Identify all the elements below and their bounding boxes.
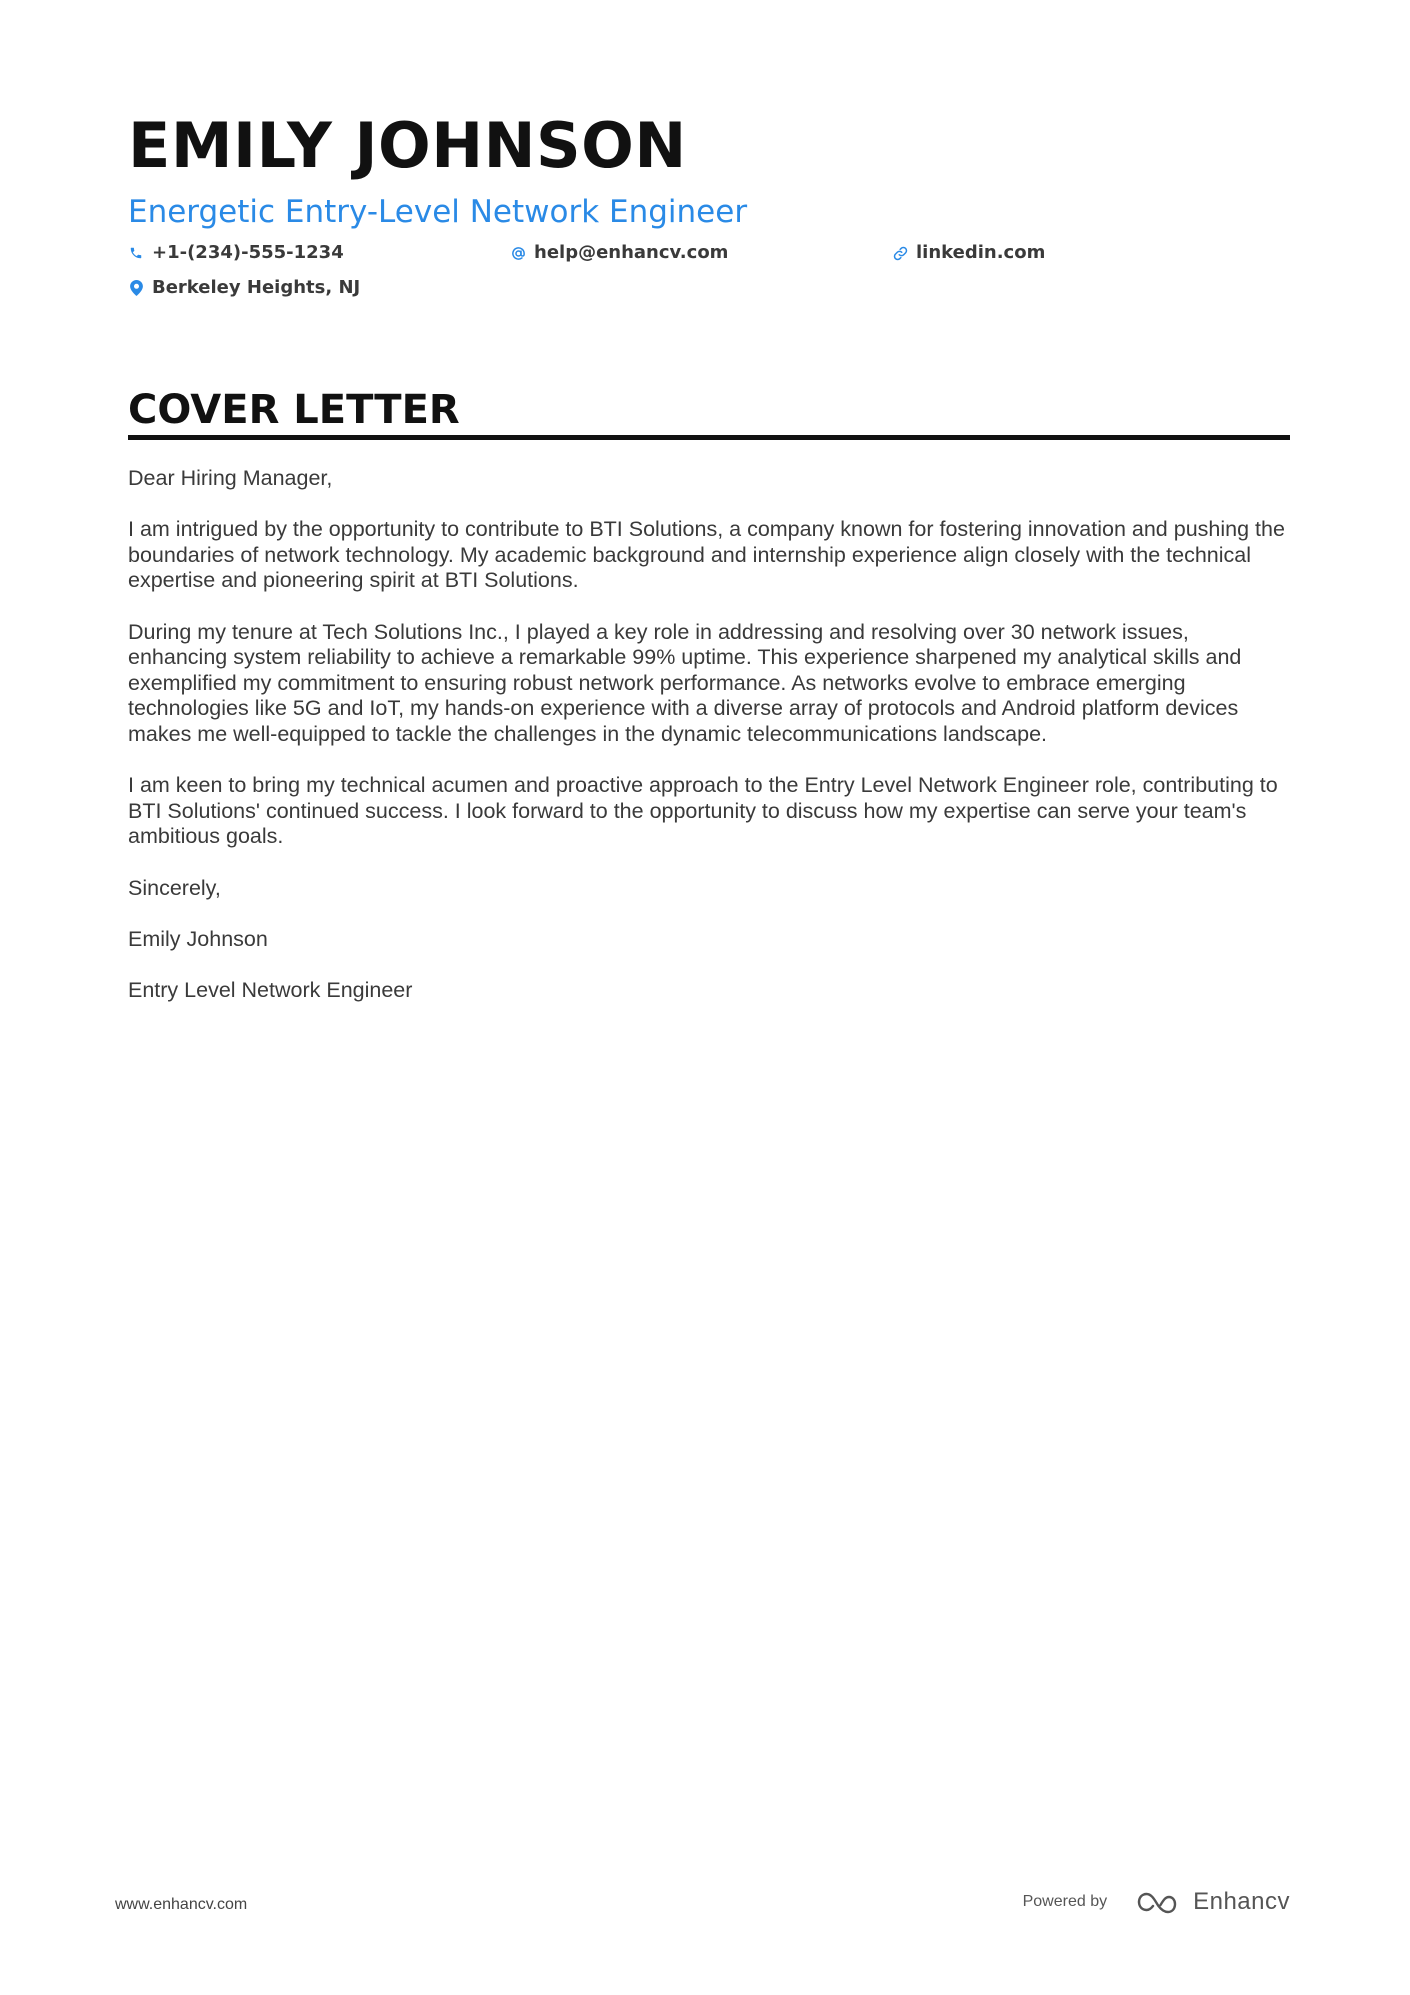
section-title: COVER LETTER [128, 387, 460, 433]
brand-name: Enhancv [1193, 1888, 1290, 1915]
contact-email[interactable] [510, 241, 728, 265]
email-value: help@enhancv.com [534, 242, 729, 263]
letter-body [128, 466, 1290, 1029]
candidate-name: EMILY JOHNSON [128, 109, 687, 182]
letter-paragraph: I am keen to bring my technical acumen and proactive approach to the Entry Level Network Engineer role, contributing to BTI Solutions' continued success. I look forward to the opportunity to discuss how my expertise can serve your team's ambitious goals. [128, 773, 1278, 849]
linkedin-value: linkedin.com [916, 242, 1046, 263]
contact-phone[interactable] [128, 241, 344, 265]
signature-title: Entry Level Network Engineer [128, 977, 413, 1002]
candidate-headline: Energetic Entry-Level Network Engineer [128, 194, 748, 230]
footer-powered-by[interactable] [1023, 1888, 1290, 1916]
link-icon [892, 244, 908, 262]
contact-location [128, 276, 360, 300]
at-icon [510, 244, 526, 262]
location-value: Berkeley Heights, NJ [152, 277, 361, 298]
section-divider [128, 435, 1290, 440]
phone-value: +1-(234)-555-1234 [152, 242, 344, 263]
letter-closing: Sincerely, [128, 875, 221, 900]
letter-paragraph: During my tenure at Tech Solutions Inc., I played a key role in addressing and resolving over 30 network issues, enhancing system reliability to achieve a remarkable 99% uptime. This experience sharpened my analytical skills and exemplified my commitment to ensuring robust network performance. As networks evolve to embrace emerging technologies like 5G and IoT, my hands-on experience with a diverse array of protocols and Android platform devices makes me well-equipped to tackle the challenges in the dynamic telecommunications landscape. [128, 619, 1242, 746]
powered-by-label: Powered by [1022, 1893, 1108, 1910]
letter-paragraph: I am intrigued by the opportunity to contribute to BTI Solutions, a company known for fostering innovation and pushing the boundaries of network technology. My academic background and internship experience align closely with the technical expertise and pioneering spirit at BTI Solutions. [128, 517, 1285, 593]
enhancv-logo-icon [1135, 1888, 1181, 1916]
footer-url-link[interactable]: www.enhancv.com [115, 1896, 248, 1913]
contact-linkedin[interactable] [892, 241, 1045, 265]
signature-name: Emily Johnson [128, 926, 268, 951]
phone-icon [128, 244, 144, 262]
letter-greeting: Dear Hiring Manager, [128, 466, 333, 490]
location-pin-icon [128, 279, 144, 297]
